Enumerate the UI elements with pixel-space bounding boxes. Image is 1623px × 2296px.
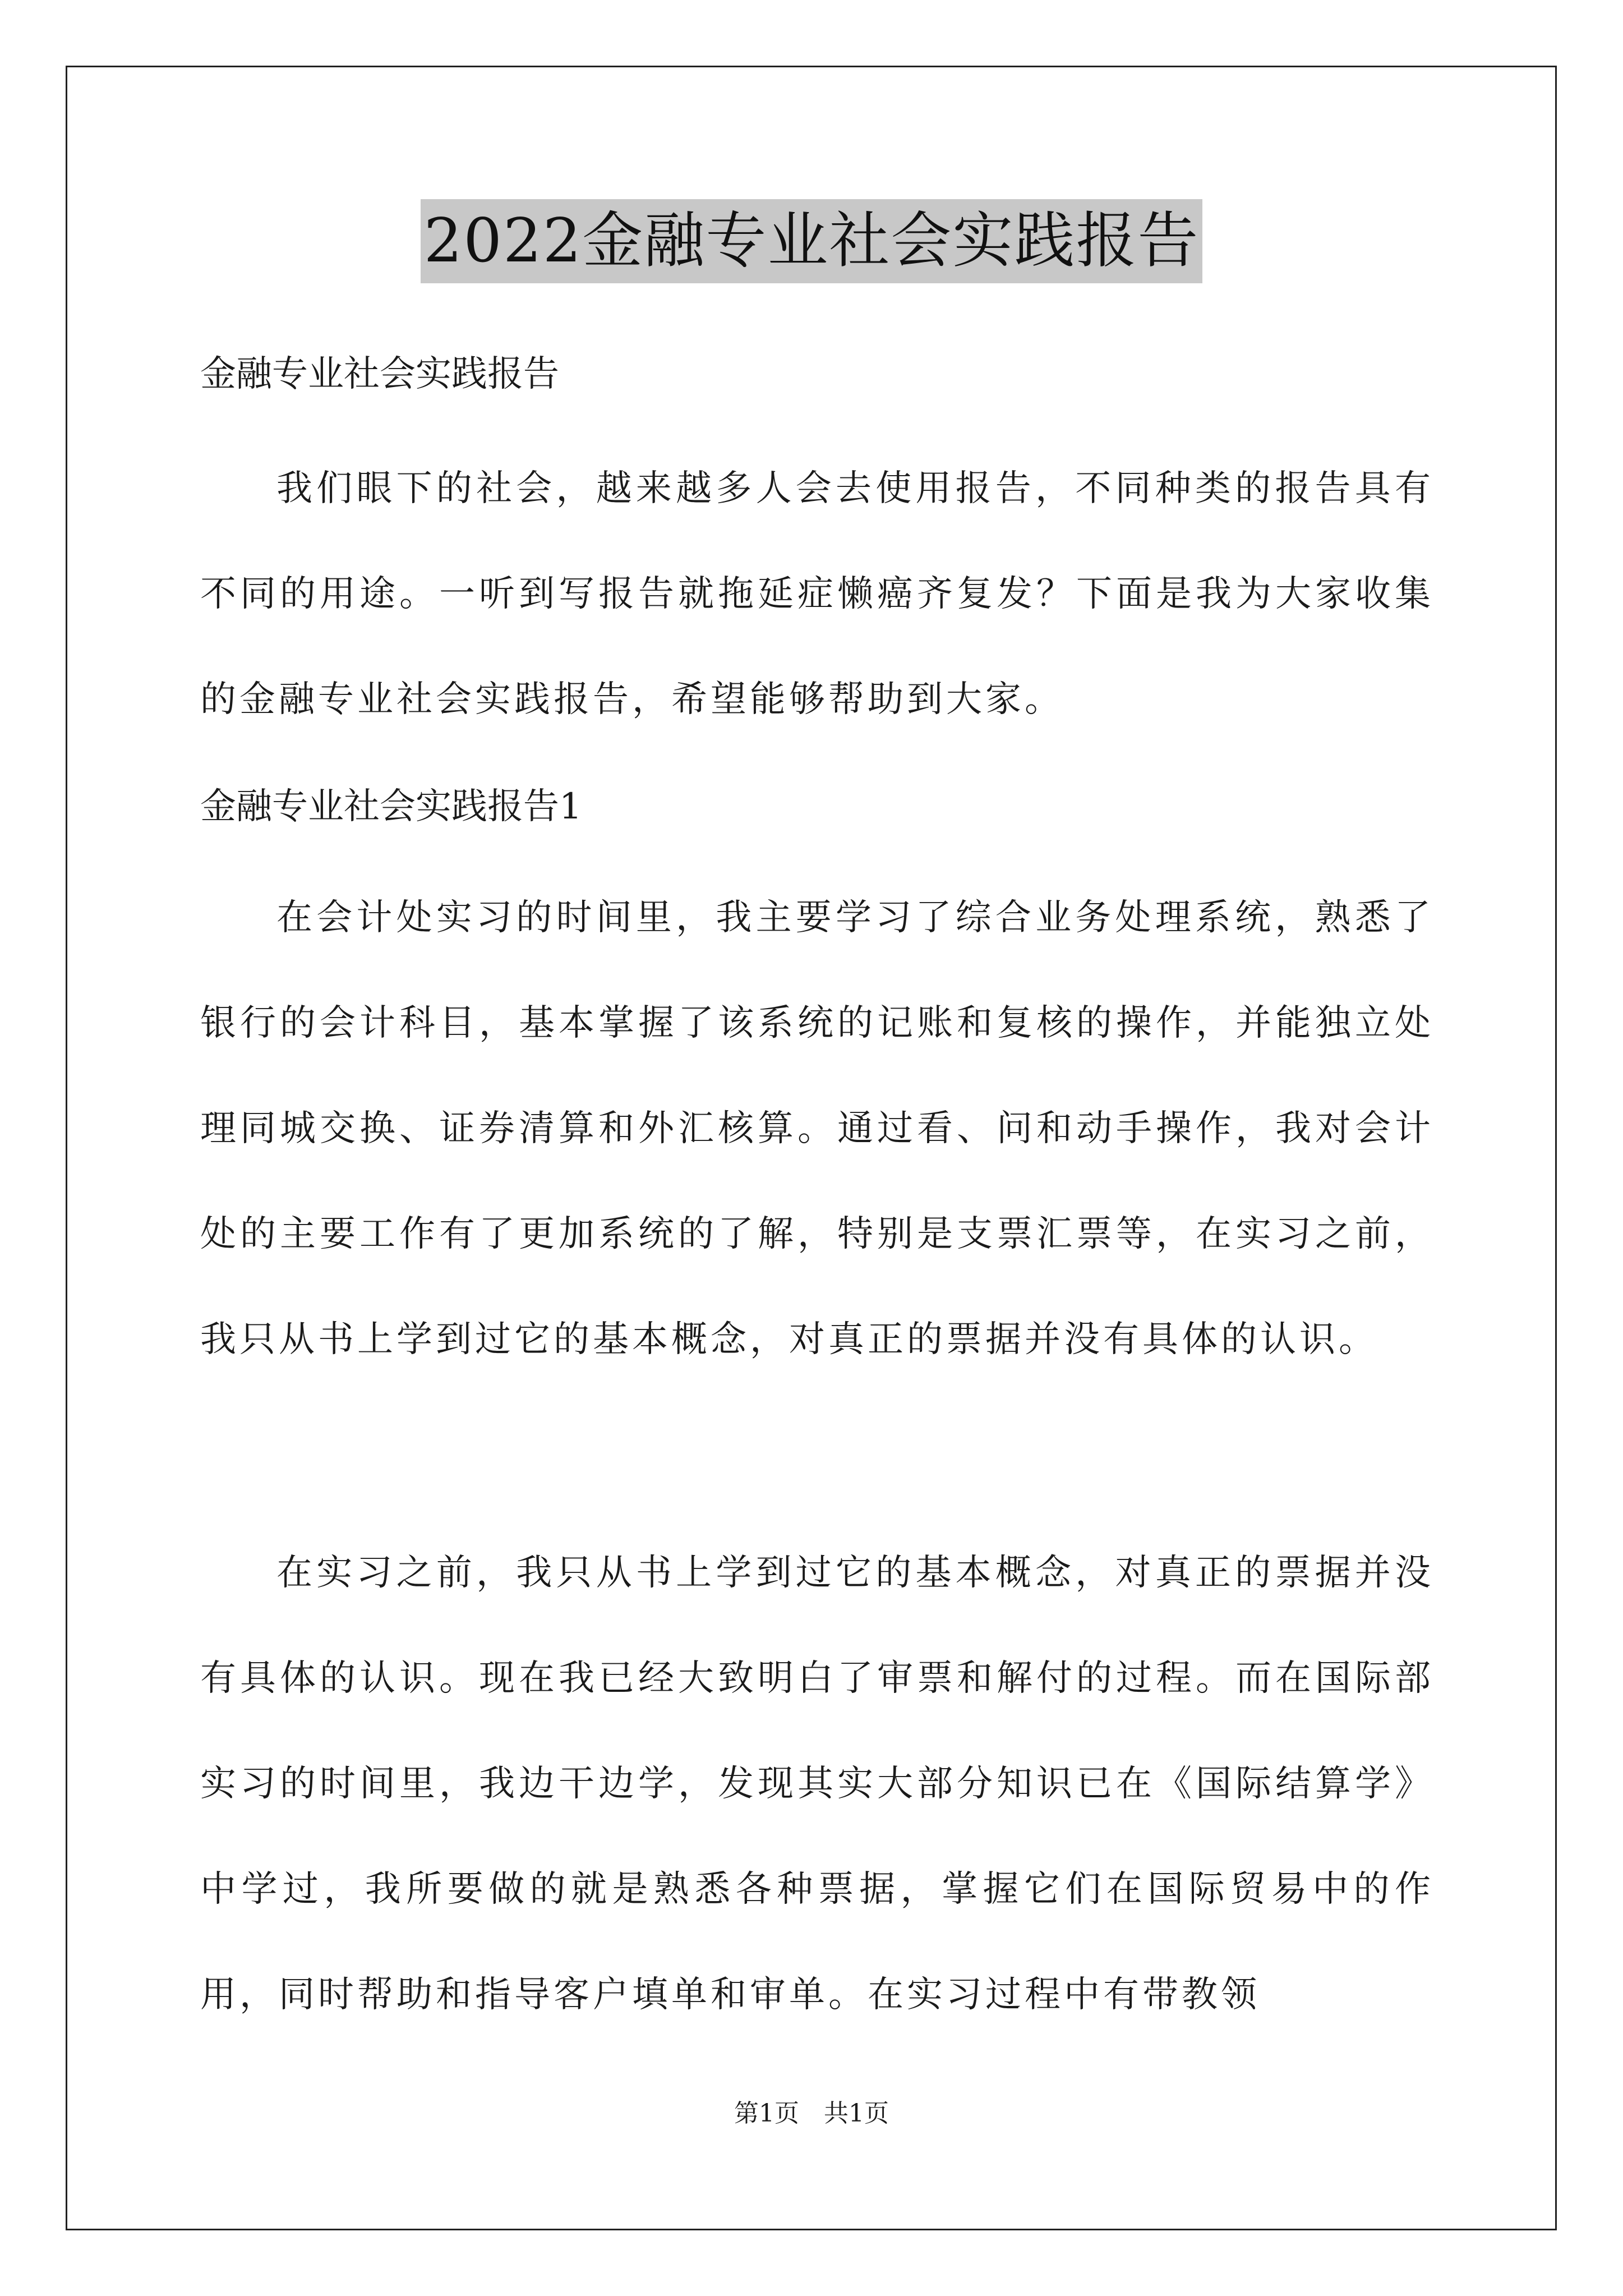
body-paragraph-1: 在会计处实习的时间里，我主要学习了综合业务处理系统，熟悉了银行的会计科目，基本掌握了该系统的记账和复核的操作，并能独立处理同城交换、证券清算和外汇核算。通过看、问和动手操作，我对会计处的主要工作有了更加系统的了解，特别是支票汇票等，在实习之前，我只从书上学到过它的基本概念，对真正的票据并没有具体的认识。 bbox=[200, 897, 1434, 1360]
section-heading: 金融专业社会实践报告1 bbox=[200, 786, 582, 827]
document-title: 2022金融专业社会实践报告 bbox=[421, 199, 1203, 283]
page-footer bbox=[0, 2097, 1623, 2131]
page-total: 共1页 bbox=[824, 2099, 889, 2128]
page-number: 第1页 bbox=[734, 2099, 799, 2128]
subtitle-heading: 金融专业社会实践报告 bbox=[200, 353, 559, 395]
intro-paragraph: 我们眼下的社会，越来越多人会去使用报告，不同种类的报告具有不同的用途。一听到写报告就拖延症懒癌齐复发？下面是我为大家收集的金融专业社会实践报告，希望能够帮助到大家。 bbox=[200, 468, 1434, 720]
body-paragraph-2: 在实习之前，我只从书上学到过它的基本概念，对真正的票据并没有具体的认识。现在我已经大致明白了审票和解付的过程。而在国际部实习的时间里，我边干边学，发现其实大部分知识已在《国际结算学》中学过，我所要做的就是熟悉各种票据，掌握它们在国际贸易中的作用，同时帮助和指导客户填单和审单。在实习过程中有带教领 bbox=[200, 1552, 1434, 2016]
title-container bbox=[0, 199, 1623, 283]
